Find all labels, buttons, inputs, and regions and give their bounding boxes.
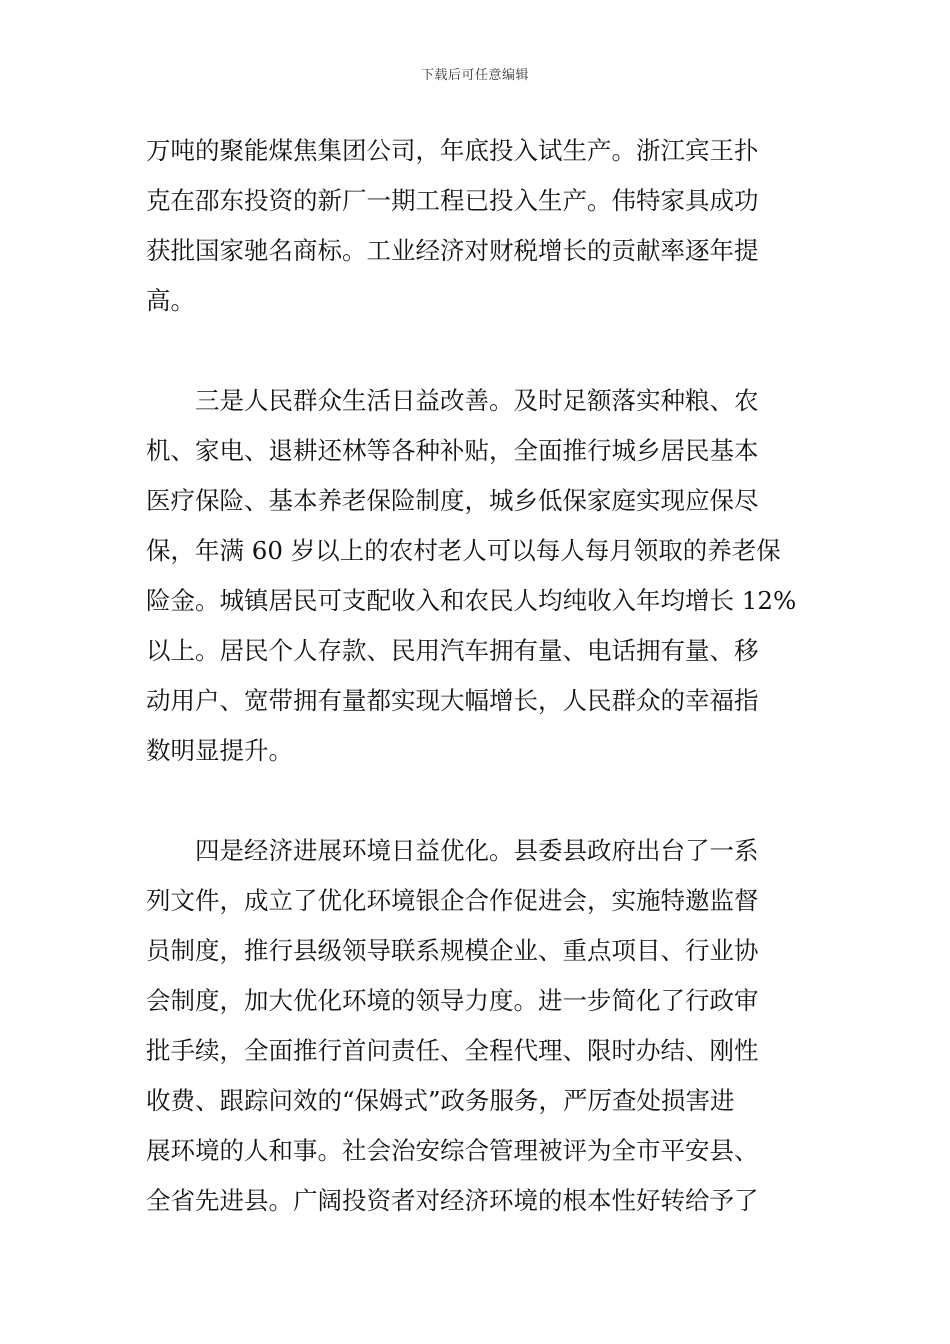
document-body bbox=[146, 126, 810, 1226]
paragraph-2 bbox=[146, 376, 810, 776]
page-header: 下载后可任意编辑 bbox=[420, 68, 529, 83]
text-line: 机、家电、退耕还林等各种补贴，全面推行城乡居民基本 bbox=[146, 436, 759, 465]
text-line: 三是人民群众生活日益改善。及时足额落实种粮、农 bbox=[146, 386, 759, 415]
text-line: 医疗保险、基本养老保险制度，城乡低保家庭实现应保尽 bbox=[146, 486, 759, 515]
text-line: 四是经济进展环境日益优化。县委县政府出台了一系 bbox=[146, 836, 759, 865]
text-line: 克在邵东投资的新厂一期工程已投入生产。伟特家具成功 bbox=[146, 186, 759, 215]
text-line: 列文件，成立了优化环境银企合作促进会，实施特邀监督 bbox=[146, 886, 759, 915]
text-line: 保，年满 60 岁以上的农村老人可以每人每月领取的养老保 bbox=[146, 536, 781, 565]
text-line: 获批国家驰名商标。工业经济对财税增长的贡献率逐年提 bbox=[146, 236, 759, 265]
text-line: 会制度，加大优化环境的领导力度。进一步简化了行政审 bbox=[146, 986, 759, 1015]
text-line: 全省先进县。广阔投资者对经济环境的根本性好转给予了 bbox=[146, 1186, 759, 1215]
text-line: 批手续，全面推行首问责任、全程代理、限时办结、刚性 bbox=[146, 1036, 759, 1065]
paragraph-gap bbox=[146, 776, 810, 826]
paragraph-3 bbox=[146, 826, 810, 1226]
text-line: 高。 bbox=[146, 286, 195, 315]
text-line: 展环境的人和事。社会治安综合管理被评为全市平安县、 bbox=[146, 1136, 759, 1165]
text-line: 收费、跟踪问效的“保姆式”政务服务，严厉查处损害进 bbox=[146, 1086, 735, 1115]
paragraph-gap bbox=[146, 326, 810, 376]
text-line: 数明显提升。 bbox=[146, 736, 293, 765]
text-line: 员制度，推行县级领导联系规模企业、重点项目、行业协 bbox=[146, 936, 759, 965]
text-line: 万吨的聚能煤焦集团公司，年底投入试生产。浙江宾王扑 bbox=[146, 136, 759, 165]
text-line: 动用户、宽带拥有量都实现大幅增长，人民群众的幸福指 bbox=[146, 686, 759, 715]
text-line: 以上。居民个人存款、民用汽车拥有量、电话拥有量、移 bbox=[146, 636, 759, 665]
text-line: 险金。城镇居民可支配收入和农民人均纯收入年均增长 12% bbox=[146, 586, 797, 615]
paragraph-1 bbox=[146, 126, 810, 326]
